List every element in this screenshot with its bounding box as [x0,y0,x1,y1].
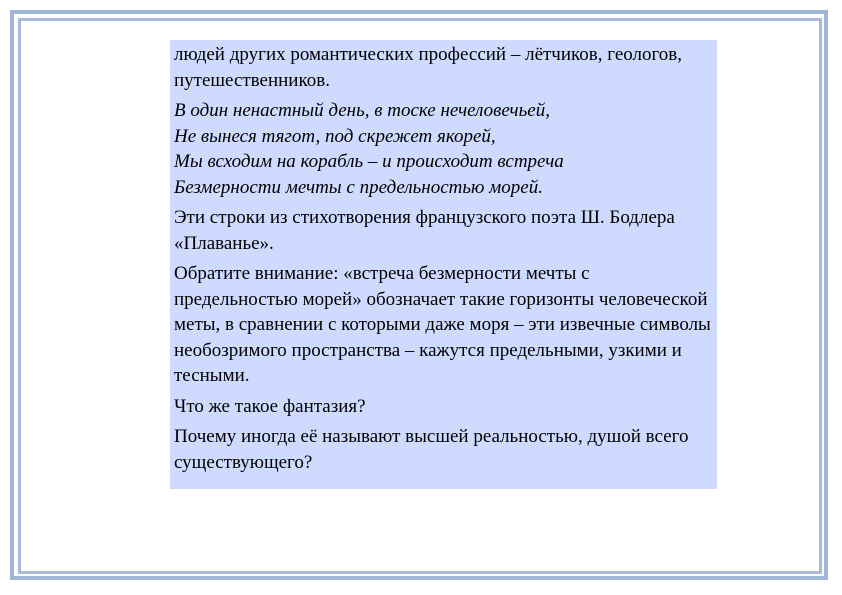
poem-line: Не вынеся тягот, под скрежет якорей, [174,125,496,147]
text-block [170,40,717,489]
paragraph-source: Эти строки из стихотворения французского поэта Ш. Бодлера «Плаванье». [174,207,675,254]
paragraph-commentary: Обратите внимание: «встреча безмерности мечты с предельностью морей» обозначает такие горизонты человеческой меты, в сравнении с которыми даже моря – эти извечные символы необозримого пространства – кажутся предельными, узкими и тесными. [174,263,711,386]
poem-quote [174,98,713,200]
paragraph-question-2: Почему иногда её называют высшей реальностью, душой всего существующего? [174,426,689,473]
poem-line: Безмерности мечты с предельностью морей. [174,176,543,198]
paragraph-intro: людей других романтических профессий – лётчиков, геологов, путешественников. [174,44,683,91]
poem-line: В один ненастный день, в тоске нечеловечьей, [174,100,550,121]
poem-line: Мы всходим на корабль – и происходит встреча [174,151,564,172]
paragraph-question-1: Что же такое фантазия? [174,395,366,417]
